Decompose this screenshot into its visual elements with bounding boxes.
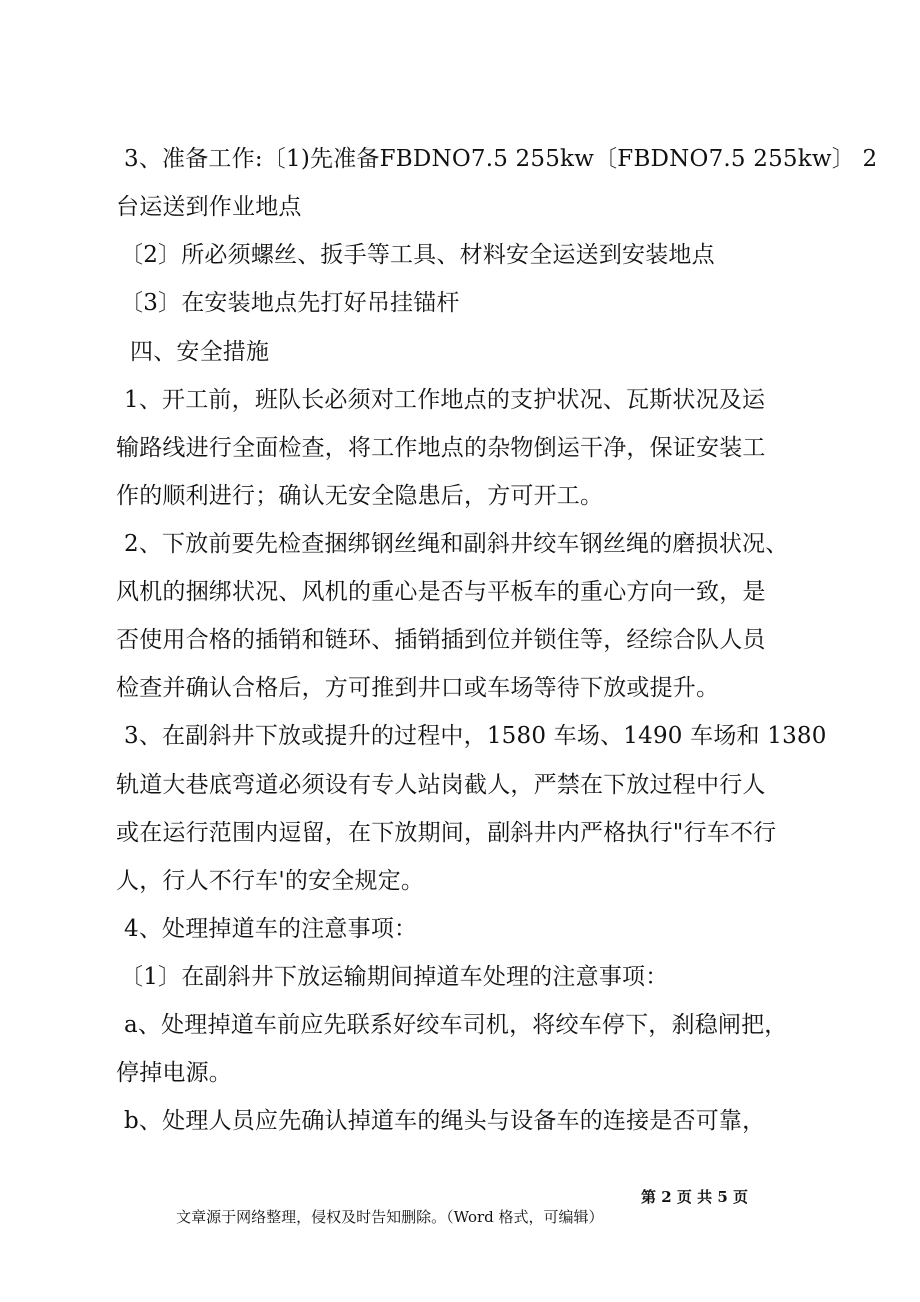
text-line: 停掉电源。 <box>116 1060 232 1086</box>
text-line: 检查并确认合格后，方可推到井口或车场等待下放或提升。 <box>116 675 720 701</box>
text-line: 风机的捆绑状况、风机的重心是否与平板车的重心方向一致，是 <box>116 579 766 605</box>
text-line: 否使用合格的插销和链环、插销插到位并锁住等，经综合队人员 <box>116 627 766 653</box>
text-line: a、处理掉道车前应先联系好绞车司机，将绞车停下，刹稳闸把， <box>124 1012 788 1038</box>
section-heading: 四、安全措施 <box>130 339 270 365</box>
text-line: 3、准备工作:〔1)先准备FBDNO7.5 255kw〔FBDNO7.5 255kw〕 2 <box>124 146 878 172</box>
text-line: 输路线进行全面检查，将工作地点的杂物倒运干净，保证安装工 <box>116 435 766 461</box>
text-line: 4、处理掉道车的注意事项： <box>124 916 418 942</box>
text-line: 〔2〕所必须螺丝、扳手等工具、材料安全运送到安装地点 <box>120 242 715 268</box>
text-line: 或在运行范围内逗留，在下放期间，副斜井内严格执行"行车不行 <box>116 820 777 846</box>
text-line: 轨道大巷底弯道必须设有专人站岗截人，严禁在下放过程中行人 <box>116 772 766 798</box>
footer-source-note: 文章源于网络整理，侵权及时告知删除。（Word 格式，可编辑） <box>176 1208 604 1226</box>
text-line: 台运送到作业地点 <box>116 194 302 220</box>
text-line: 3、在副斜井下放或提升的过程中，1580 车场、1490 车场和 1380 <box>124 723 827 749</box>
text-line: b、处理人员应先确认掉道车的绳头与设备车的连接是否可靠， <box>124 1108 766 1134</box>
footer-page-number: 第 2 页 共 5 页 <box>641 1188 748 1206</box>
text-line: 〔3〕在安装地点先打好吊挂锚杆 <box>120 290 460 316</box>
text-line: 作的顺利进行；确认无安全隐患后，方可开工。 <box>116 483 604 509</box>
text-line: 〔1〕在副斜井下放运输期间掉道车处理的注意事项： <box>120 964 669 990</box>
page-footer <box>157 1187 748 1267</box>
text-line: 2、下放前要先检查捆绑钢丝绳和副斜井绞车钢丝绳的磨损状况、 <box>124 531 789 557</box>
text-line: 1、开工前，班队长必须对工作地点的支护状况、瓦斯状况及运 <box>124 387 766 413</box>
text-line: 人，行人不行车'的安全规定。 <box>116 868 425 894</box>
